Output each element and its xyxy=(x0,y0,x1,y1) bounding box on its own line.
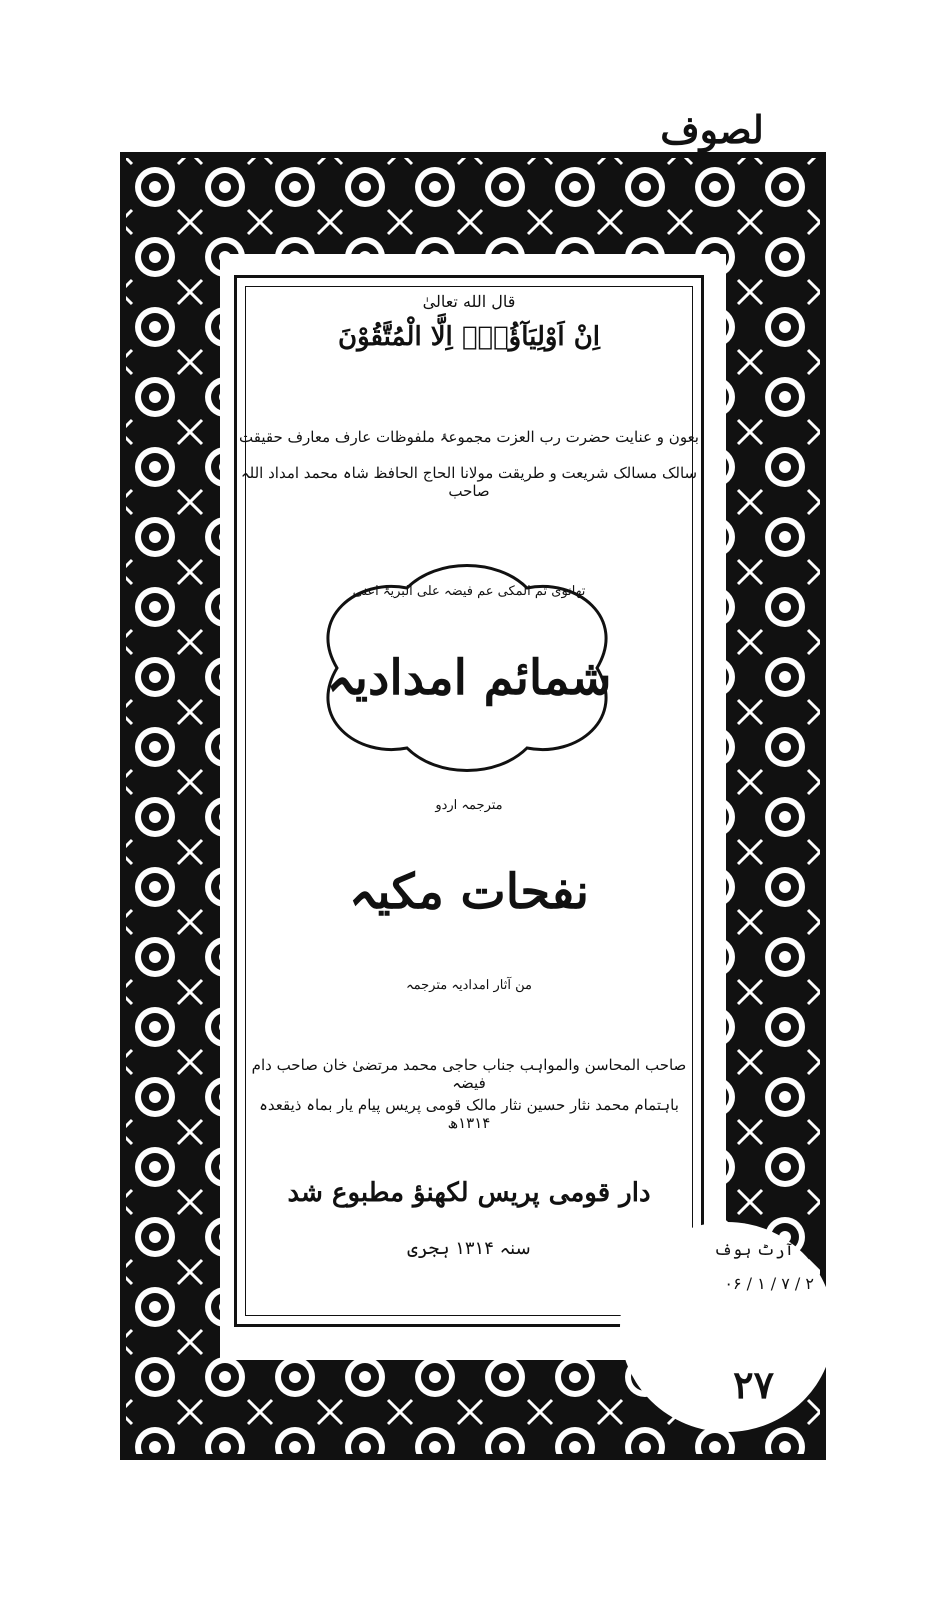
subtitle-top: تھانوی ثم المکی عم فیضہ علی البریۃ اعنی xyxy=(352,584,586,599)
library-stamp xyxy=(620,1222,834,1432)
title-frame xyxy=(234,275,704,1327)
stamp-line-2: ۲ / ۷ / ۱ / ۰۶ xyxy=(724,1274,814,1293)
subtitle-middle: مترجمہ اردو xyxy=(435,798,503,813)
intro-line-1: بعون و عنایت حضرت رب العزت مجموعۂ ملفوظات عارف معارف حقیقت xyxy=(239,428,699,446)
intro-line-2: سالک مسالک شریعت و طریقت مولانا الحاج الحافظ شاہ محمد امداد اللہ صاحب xyxy=(240,464,698,500)
credit-line-1: صاحب المحاسن والمواہب جناب حاجی محمد مرتضیٰ خان صاحب دام فیضہ xyxy=(251,1056,687,1092)
subtitle-bottom: من آثار امدادیہ مترجمہ xyxy=(406,978,532,993)
credit-line-2: باہتمام محمد نثار حسین نثار مالک قومی پریس پیام یار بماہ ذیقعدہ ۱۳۱۴ھ xyxy=(259,1096,679,1132)
catalog-category: لصوف xyxy=(660,107,764,152)
quran-verse: اِنْ اَوْلِیَآؤُهٗۤ اِلَّا الْمُتَّقُوْنَ xyxy=(337,322,601,352)
publication-year: سنہ ۱۳۱۴ ہجری xyxy=(407,1238,531,1259)
main-title: شمائم امدادیہ xyxy=(326,650,612,706)
second-title: نفحات مکیہ xyxy=(349,864,589,920)
stamp-number: ۲۷ xyxy=(733,1362,774,1407)
press-name: دار قومی پریس لکھنؤ مطبوع شد xyxy=(287,1178,651,1208)
invocation: قال الله تعالیٰ xyxy=(422,292,516,311)
stamp-line-1: آرٹ ہوف xyxy=(713,1240,794,1259)
